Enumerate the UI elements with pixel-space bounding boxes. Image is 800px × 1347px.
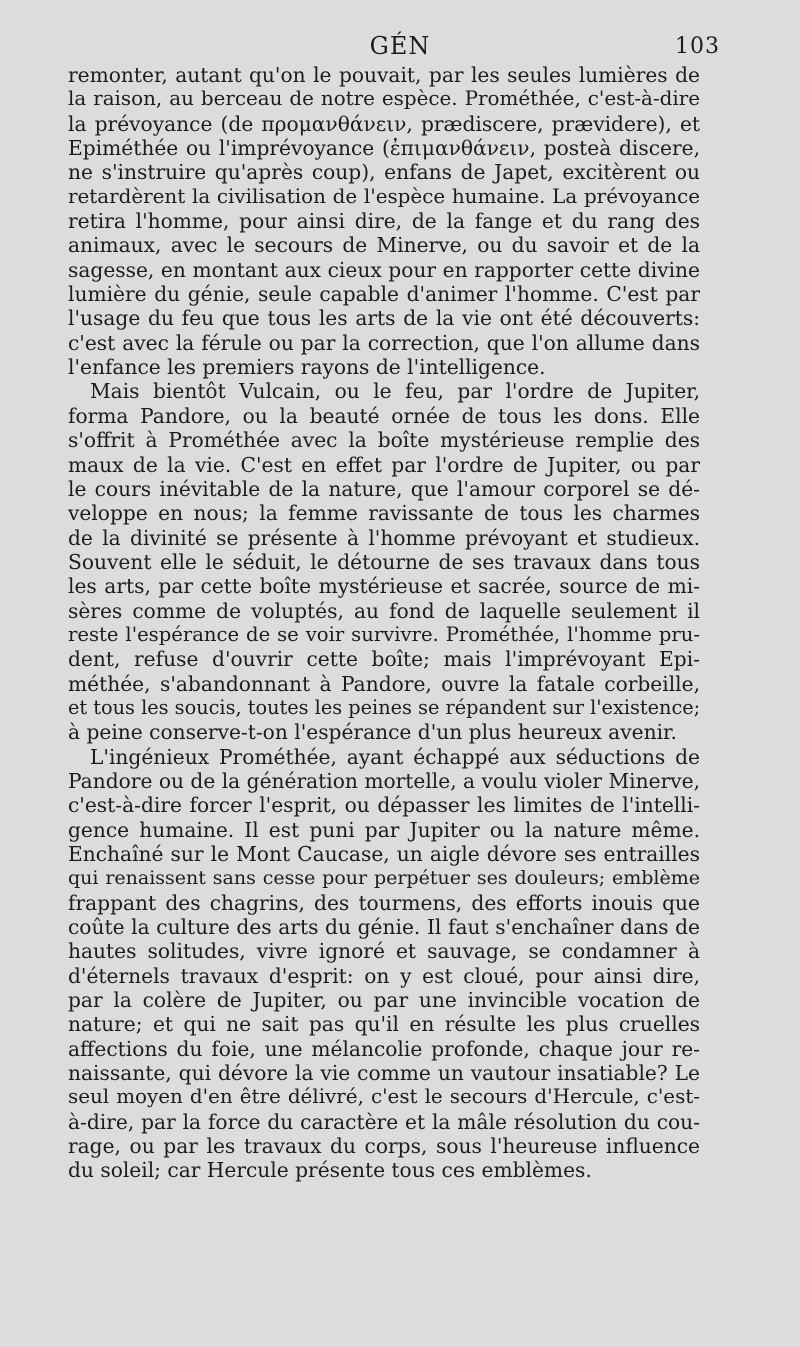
text-line: dent, refuse d'ouvrir cette boîte; mais l'imprévoyant Epi- bbox=[68, 647, 700, 672]
text-line: coûte la culture des arts du génie. Il faut s'enchaîner dans de bbox=[68, 915, 700, 940]
text-line: lumière du génie, seule capable d'animer l'homme. C'est par bbox=[68, 282, 700, 307]
text-line: ne s'instruire qu'après coup), enfans de Japet, excitèrent ou bbox=[68, 160, 700, 185]
text-line: frappant des chagrins, des tourmens, des efforts inouis que bbox=[68, 890, 700, 915]
text-line: retardèrent la civilisation de l'espèce humaine. La prévoyance bbox=[68, 184, 700, 208]
paragraph bbox=[68, 63, 700, 379]
text-line: retira l'homme, pour ainsi dire, de la fange et du rang des bbox=[68, 209, 700, 234]
body-text bbox=[68, 63, 700, 1183]
text-line: nature; et qui ne sait pas qu'il en résulte les plus cruelles bbox=[68, 1012, 700, 1037]
text-line: c'est avec la férule ou par la correction, que l'on allume dans bbox=[68, 330, 700, 355]
text-line: L'ingénieux Prométhée, ayant échappé aux séductions de bbox=[90, 744, 700, 769]
text-line: s'offrit à Prométhée avec la boîte mystérieuse remplie des bbox=[68, 428, 700, 453]
text-line: la prévoyance (de προμανθάνειν, prædiscere, prævidere), et bbox=[68, 111, 700, 136]
text-line: sagesse, en montant aux cieux pour en rapporter cette divine bbox=[68, 257, 700, 282]
text-line: animaux, avec le secours de Minerve, ou du savoir et de la bbox=[68, 233, 700, 258]
running-head bbox=[0, 30, 800, 64]
text-line: l'usage du feu que tous les arts de la vie ont été découverts: bbox=[68, 306, 700, 331]
text-line: les arts, par cette boîte mystérieuse et sacrée, source de mi- bbox=[68, 574, 700, 599]
text-line: forma Pandore, ou la beauté ornée de tous les dons. Elle bbox=[68, 403, 700, 428]
text-line: la raison, au berceau de notre espèce. Prométhée, c'est-à-dire bbox=[68, 87, 700, 111]
text-line: Enchaîné sur le Mont Caucase, un aigle dévore ses entrailles bbox=[68, 842, 700, 866]
text-line: de la divinité se présente à l'homme prévoyant et studieux. bbox=[68, 525, 700, 550]
text-line: reste l'espérance de se voir survivre. Prométhée, l'homme pru- bbox=[68, 622, 700, 646]
text-line: et tous les soucis, toutes les peines se répandent sur l'existence; bbox=[68, 695, 700, 719]
text-line: Epiméthée ou l'imprévoyance (ἐπιμανθάνειν, posteà discere, bbox=[68, 136, 700, 161]
text-line: seul moyen d'en être délivré, c'est le secours d'Hercule, c'est- bbox=[68, 1085, 700, 1109]
text-line: par la colère de Jupiter, ou par une invincible vocation de bbox=[68, 988, 700, 1013]
text-line: à peine conserve-t-on l'espérance d'un plus heureux avenir. bbox=[68, 720, 677, 745]
text-line: du soleil; car Hercule présente tous ces emblèmes. bbox=[68, 1158, 592, 1183]
text-line: maux de la vie. C'est en effet par l'ordre de Jupiter, ou par bbox=[68, 452, 700, 477]
text-line: méthée, s'abandonnant à Pandore, ouvre la fatale corbeille, bbox=[68, 671, 700, 696]
text-line: Pandore ou de la génération mortelle, a voulu violer Minerve, bbox=[68, 768, 700, 793]
text-line: le cours inévitable de la nature, que l'amour corporel se dé- bbox=[68, 476, 700, 501]
text-line: remonter, autant qu'on le pouvait, par les seules lumières de bbox=[68, 63, 700, 87]
text-line: l'enfance les premiers rayons de l'intelligence. bbox=[68, 355, 546, 380]
paragraph bbox=[68, 379, 700, 744]
text-line: Souvent elle le séduit, le détourne de ses travaux dans tous bbox=[68, 549, 700, 574]
page-number: 103 bbox=[675, 34, 720, 59]
text-line: à-dire, par la force du caractère et la mâle résolution du cou- bbox=[68, 1109, 700, 1134]
text-line: d'éternels travaux d'esprit: on y est cloué, pour ainsi dire, bbox=[68, 963, 700, 988]
text-line: sères comme de voluptés, au fond de laquelle seulement il bbox=[68, 598, 700, 623]
text-line: naissante, qui dévore la vie comme un vautour insatiable? Le bbox=[68, 1061, 700, 1086]
text-line: rage, ou par les travaux du corps, sous l'heureuse influence bbox=[68, 1134, 700, 1159]
text-line: affections du foie, une mélancolie profonde, chaque jour re- bbox=[68, 1036, 700, 1061]
paragraph bbox=[68, 745, 700, 1183]
text-line: qui renaissent sans cesse pour perpétuer ses douleurs; emblème bbox=[68, 867, 700, 890]
running-title: GÉN bbox=[369, 32, 431, 60]
text-line: gence humaine. Il est puni par Jupiter ou la nature même. bbox=[68, 817, 700, 842]
text-line: hautes solitudes, vivre ignoré et sauvage, se condamner à bbox=[68, 939, 700, 964]
text-line: veloppe en nous; la femme ravissante de tous les charmes bbox=[68, 501, 700, 526]
text-line: Mais bientôt Vulcain, ou le feu, par l'ordre de Jupiter, bbox=[90, 379, 700, 404]
text-line: c'est-à-dire forcer l'esprit, ou dépasser les limites de l'intelli- bbox=[68, 793, 700, 818]
